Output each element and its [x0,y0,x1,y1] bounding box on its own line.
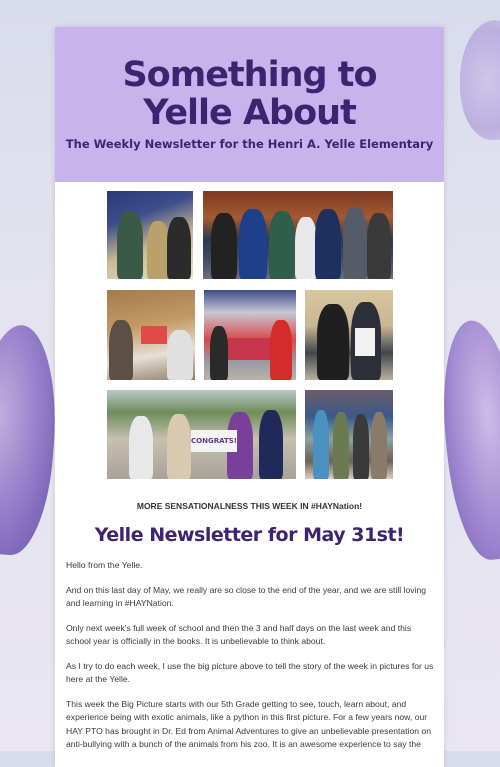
title-line-1: Something to [122,55,377,95]
photo-students-group [203,191,393,279]
newsletter-body [66,559,436,763]
paragraph: This week the Big Picture starts with our 5th Grade getting to see, touch, learn about, and experience being with exotic animals, like a python in this first picture. For a few years now, our HAY PTO has brought in Dr. Ed from Animal Adventures to give an unbelievable presentation on anti-bullying with a bunch of the animals from his zoo. It is an awesome experience to say the [66,698,431,749]
photo-classroom-computers [107,290,195,380]
congrats-sign: CONGRATS! [191,430,237,452]
photo-gym-students [305,390,393,479]
newsletter-subtitle: The Weekly Newsletter for the Henri A. Yelle Elementary [65,137,434,151]
paragraph: Hello from the Yelle. [66,560,143,570]
photo-library-store [204,290,296,380]
background-flower-petal [460,20,500,140]
section-heading: Yelle Newsletter for May 31st! [94,524,405,546]
photo-python [107,191,193,279]
newsletter-card [55,27,444,767]
title-line-2: Yelle About [143,93,356,133]
big-picture-collage [107,191,394,481]
background-flower-petal-left [0,322,62,557]
photo-congrats-sign [107,390,296,479]
photo-two-students [305,290,393,380]
paragraph: As I try to do each week, I use the big picture above to tell the story of the week in pictures for us here at the Yelle. [66,660,434,684]
paragraph: Only next week's full week of school and then the 3 and half days on the last week and this school year is officially in the books. It is unbelievable to think about. [66,622,412,646]
paragraph: And on this last day of May, we really are so close to the end of the year, and we are still loving and learning in #HAYNation. [66,584,427,608]
newsletter-header [55,27,444,182]
photo-caption: MORE SENSATIONALNESS THIS WEEK IN #HAYNation! [136,501,363,511]
newsletter-title [55,56,444,132]
